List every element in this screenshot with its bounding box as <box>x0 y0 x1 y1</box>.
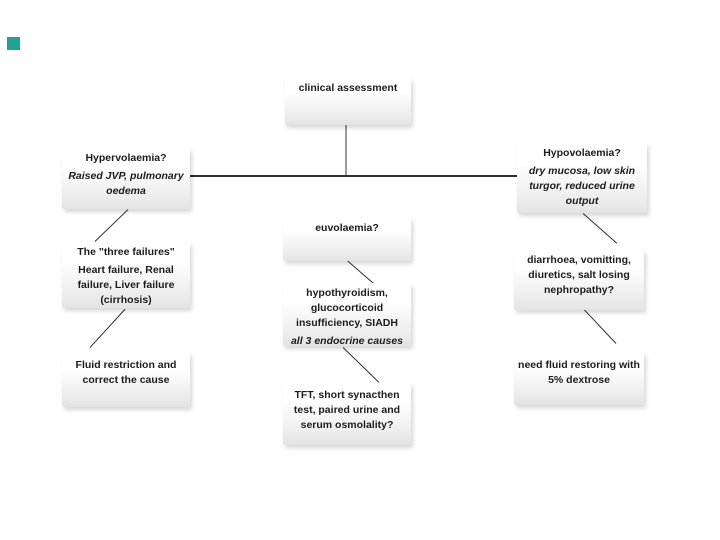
node-fluid-restriction <box>62 352 190 407</box>
node-euvolaemia-label: euvolaemia? <box>315 222 379 234</box>
node-diarrhoea-causes <box>514 250 644 310</box>
node-euvolaemia <box>283 218 411 261</box>
node-hypervolaemia-signs: Raised JVP, pulmonary oedema <box>68 170 184 197</box>
connector-main-horizontal <box>190 175 517 177</box>
node-endocrine-causes <box>283 283 411 346</box>
node-three-failures-detail: Heart failure, Renal failure, Liver failure (cirrhosis) <box>77 264 175 306</box>
node-three-failures-label: The "three failures" <box>77 246 175 258</box>
node-endocrine-causes-label: hypothyroidism, glucocorticoid insufficiency, SIADH <box>296 287 398 329</box>
node-fluid-restriction-label: Fluid restriction and correct the cause <box>75 359 177 386</box>
connector-hypovolaemia-diarrhoea <box>583 213 618 244</box>
node-diarrhoea-causes-label: diarrhoea, vomitting, diuretics, salt losing nephropathy? <box>527 254 631 296</box>
node-tft-tests-label: TFT, short synacthen test, paired urine and serum osmolality? <box>293 389 401 431</box>
node-hypervolaemia-label: Hypervolaemia? <box>85 152 167 164</box>
connector-endocrine-tft <box>343 347 380 383</box>
node-hypovolaemia-signs: dry mucosa, low skin turgor, reduced urine output <box>528 165 636 207</box>
node-hypervolaemia <box>62 148 190 209</box>
node-endocrine-causes-note: all 3 endocrine causes <box>290 335 404 347</box>
node-clinical-assessment <box>285 78 411 125</box>
node-tft-tests <box>283 383 411 445</box>
connector-diarrhoea-dextrose <box>583 308 617 344</box>
node-hypovolaemia <box>517 143 647 213</box>
slide-accent-square <box>7 37 20 50</box>
connector-hypervolaemia-failures <box>95 209 129 242</box>
node-dextrose-label: need fluid restoring with 5% dextrose <box>518 359 640 386</box>
node-hypovolaemia-label: Hypovolaemia? <box>543 147 621 159</box>
connector-failures-restriction <box>90 309 126 348</box>
node-dextrose <box>514 352 644 405</box>
connector-clinical-down <box>345 125 347 176</box>
node-clinical-assessment-label: clinical assessment <box>298 82 398 94</box>
node-three-failures <box>62 242 190 308</box>
